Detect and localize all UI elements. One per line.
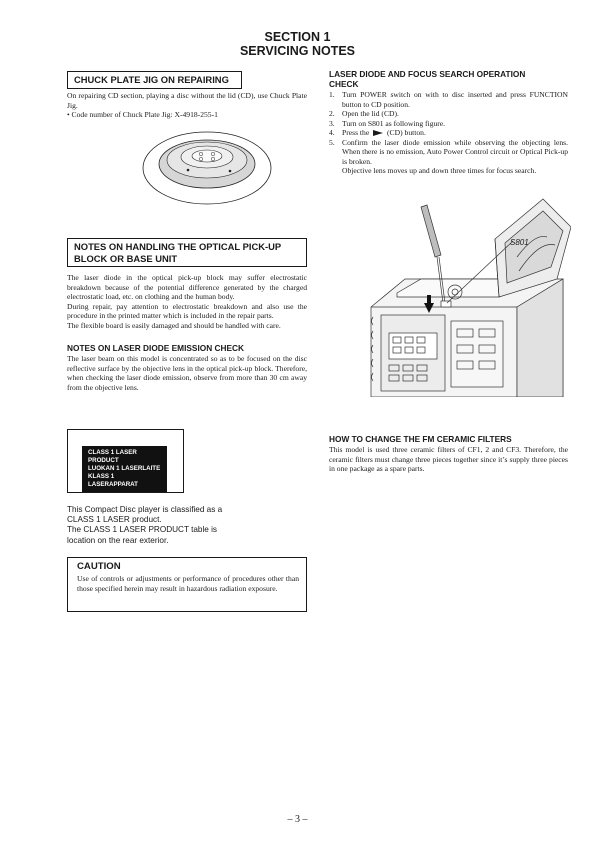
focus-step-2 bbox=[329, 109, 568, 119]
step-text: Open the lid (CD). bbox=[342, 109, 399, 119]
step-number: 3. bbox=[329, 118, 335, 128]
handling-p2: During repair, pay attention to electrostatic breakdown and also use the procedure in the printed matter which is included in the repair parts. bbox=[67, 301, 307, 321]
handling-heading-line2: BLOCK OR BASE UNIT bbox=[74, 252, 178, 264]
focus-note: Objective lens moves up and down three times for focus search. bbox=[342, 166, 537, 176]
laser-label-line3: KLASS 1 LASERAPPARAT bbox=[88, 473, 138, 488]
chuck-code: • Code number of Chuck Plate Jig: X-4918-255-1 bbox=[67, 110, 218, 120]
emission-body: The laser beam on this model is concentrated so as to be focused on the disc reflective surface by the objective lens in the optical pick-up block. Therefore, when checking the laser diode emission, observe from more than 30 cm away from the objective lens. bbox=[67, 354, 307, 392]
caution-box bbox=[67, 557, 307, 612]
class-note-line1: This Compact Disc player is classified as a bbox=[67, 505, 223, 514]
chuck-heading: CHUCK PLATE JIG ON REPAIRING bbox=[67, 71, 242, 89]
step-text: Confirm the laser diode emission while observing the objecting lens. When there is no emission, Auto Power Control circuit or Optical Pick-up is broken. bbox=[342, 137, 568, 166]
laser-class-label bbox=[82, 446, 167, 492]
step-number: 5. bbox=[329, 137, 335, 147]
chuck-plate-jig-illustration bbox=[140, 120, 275, 210]
fm-heading: HOW TO CHANGE THE FM CERAMIC FILTERS bbox=[329, 434, 512, 444]
class-note bbox=[67, 505, 307, 546]
step-text: (CD) button. bbox=[387, 128, 426, 138]
fm-body: This model is used three ceramic filters of CF1, 2 and CF3. Therefore, the ceramic filters must change three pieces together since it’s supply three pieces in one package as a spare parts. bbox=[329, 445, 568, 474]
handling-heading-line1: NOTES ON HANDLING THE OPTICAL PICK-UP bbox=[74, 241, 282, 252]
section-title: SECTION 1 bbox=[264, 30, 331, 44]
handling-body bbox=[67, 273, 307, 330]
focus-step-3 bbox=[329, 119, 568, 129]
class-note-line2: CLASS 1 LASER product. bbox=[67, 515, 162, 525]
focus-heading bbox=[329, 69, 569, 89]
focus-heading-line1: LASER DIODE AND FOCUS SEARCH OPERATION bbox=[329, 69, 526, 79]
handling-heading bbox=[67, 238, 307, 267]
handling-p1: The laser diode in the optical pick-up block may suffer electrostatic breakdown because of the potential difference generated by the charged electrostatic load, etc. on clothing and the human body. bbox=[67, 273, 307, 302]
step-number: 2. bbox=[329, 109, 335, 119]
emission-heading: NOTES ON LASER DIODE EMISSION CHECK bbox=[67, 343, 245, 353]
s801-label: S801 bbox=[510, 238, 529, 247]
focus-steps bbox=[329, 90, 568, 176]
step-number: 1. bbox=[329, 90, 335, 99]
caution-text: Use of controls or adjustments or performance of procedures other than those specified herein may result in hazardous radiation exposure. bbox=[77, 574, 299, 593]
step-text: Press the bbox=[342, 128, 370, 138]
class-note-line4: location on the rear exterior. bbox=[67, 535, 169, 545]
focus-step-4 bbox=[329, 128, 568, 138]
focus-step-5 bbox=[329, 138, 568, 176]
step-text: Turn POWER switch on with to disc inserted and press FUNCTION button to CD position. bbox=[342, 90, 568, 109]
class-note-line3: The CLASS 1 LASER PRODUCT table is bbox=[67, 525, 218, 535]
handling-p3: The flexible board is easily damaged and should be handled with care. bbox=[67, 320, 281, 330]
laser-label-line1: CLASS 1 LASER PRODUCT bbox=[88, 449, 137, 464]
s801-figure bbox=[367, 197, 571, 397]
focus-step-1 bbox=[329, 90, 568, 109]
laser-label-line2: LUOKAN 1 LASERLAITE bbox=[88, 465, 161, 472]
laser-label-frame bbox=[67, 429, 184, 493]
step-text: Turn on S801 as following figure. bbox=[342, 118, 446, 128]
step-number: 4. bbox=[329, 128, 335, 138]
caution-heading: CAUTION bbox=[77, 561, 121, 572]
play-icon bbox=[373, 130, 383, 136]
focus-heading-line2: CHECK bbox=[329, 79, 359, 89]
section-subtitle: SERVICING NOTES bbox=[239, 44, 356, 58]
chuck-body bbox=[67, 91, 307, 120]
chuck-paragraph: On repairing CD section, playing a disc without the lid (CD), use Chuck Plate Jig. bbox=[67, 91, 307, 110]
page-number: – 3 – bbox=[287, 814, 308, 825]
